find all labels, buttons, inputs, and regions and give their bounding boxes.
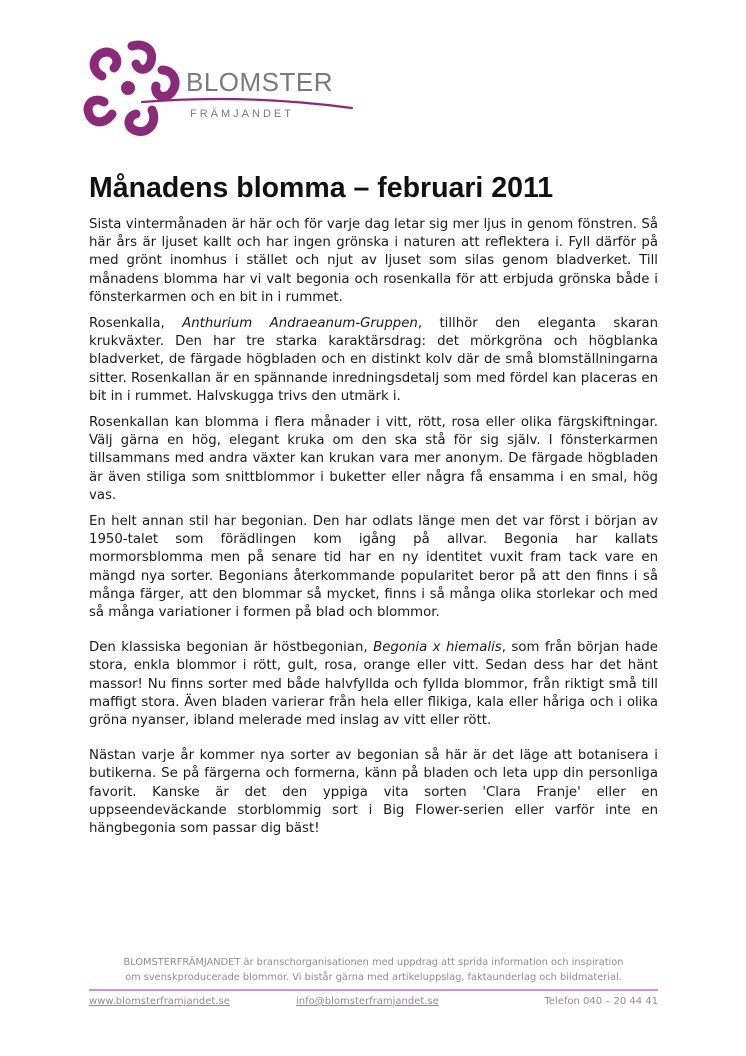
italic-text: Begonia x hiemalis: [373, 640, 502, 656]
paragraph: [89, 414, 658, 505]
website-link[interactable]: www.blomsterframjandet.se: [89, 996, 230, 1007]
logo-subtitle: FRÄMJANDET: [190, 108, 294, 120]
footer-line-2: om svenskproducerade blommor. Vi bistår gärna med artikeluppslag, faktaunderlag och bildmaterial.: [125, 972, 622, 983]
footer-line-1: BLOMSTERFRÄMJANDET är branschorganisationen med uppdrag att sprida information och inspiration: [123, 957, 624, 968]
article-body: [89, 216, 658, 846]
footer-divider: [89, 989, 658, 991]
paragraph: [89, 639, 658, 730]
text-run: Nästan varje år kommer nya sorter av begonian så här är det läge att botanisera i butikerna. Se på färgerna och formerna, känn på bladen och leta upp din personliga favorit. Kanske är det den yppiga vita sorten 'Clara Franje' eller en uppseendeväckande storblommig sort i Big Flower-serien eller varför inte en hängbegonia som passar dig bäst!: [89, 748, 658, 837]
logo-wordmark: BLOMSTER: [186, 67, 334, 97]
logo: [82, 40, 372, 140]
text-run: Rosenkallan kan blomma i flera månader i vitt, rött, rosa eller olika färgskiftningar. Välj gärna en hög, elegant kruka om den ska stå för sig själv. I fönsterkarmen tillsammans med andra växter kan krukan vara mer anonym. De färgade högbladen är även stiliga som snittblommor i buketter eller några få ensamma i en smal, hög vas.: [89, 415, 658, 503]
text-run: , tillhör den eleganta skaran krukväxter. Den har tre starka karaktärsdrag: det mörkgröna och högblanka bladverket, de färgade högbladen och en distinkt kolv där de små blomställningarna sitter. Rosenkallan är en spännande inredningsdetalj som med fördel kan placeras en bit in i rummet. Halvskugga trivs den utmärk i.: [89, 316, 659, 404]
italic-text: Anthurium Andraeanum-Gruppen: [182, 316, 418, 332]
paragraph: [89, 513, 658, 622]
paragraph: [89, 216, 658, 307]
text-run: Den klassiska begonian är höstbegonian,: [89, 640, 374, 656]
phone-number: Telefon 040 – 20 44 41: [544, 996, 658, 1007]
text-run: En helt annan stil har begonian. Den har odlats länge men det var först i början av 1950-talet som förädlingen kom igång på allvar. Begonia har kallats mormorsblomma men på senare tid har en ny identitet vuxit fram tack vare en mängd nya sorter. Begonians återkommande popularitet beror på att den finns i så många färger, att den blommar så mycket, finns i så många olika storlekar och med så många variationer i formen på blad och blommor.: [89, 514, 658, 621]
paragraph: [89, 747, 658, 838]
text-run: Sista vintermånaden är här och för varje dag letar sig mer ljus in genom fönstren. Så här års är ljuset kallt och har ingen grönska i naturen att reflektera i. Fyll därför på med grönt inomhus i stället och njut av ljuset som silas genom bladverket. Till månadens blomma har vi valt begonia och rosenkalla för att erbjuda grönska både i fönsterkarmen och en bit in i rummet.: [89, 217, 658, 305]
page-title: Månadens blomma – februari 2011: [89, 172, 554, 204]
footer-description: [89, 955, 658, 985]
footer-contact: [89, 996, 658, 1012]
paragraph: [89, 315, 658, 406]
text-run: Rosenkalla,: [89, 316, 183, 332]
email-link[interactable]: info@blomsterframjandet.se: [296, 996, 439, 1007]
text-run: , som från början hade stora, enkla blommor i rött, gult, rosa, orange eller vitt. Sedan dess har det hänt massor! Nu finns sorter med både halvfyllda och fyllda blommor, från riktigt små till maffigt stora. Även bladen varierar från hela eller flikiga, kala eller håriga och i olika gröna nyanser, ibland melerade med inslag av vitt eller rött.: [89, 640, 658, 729]
